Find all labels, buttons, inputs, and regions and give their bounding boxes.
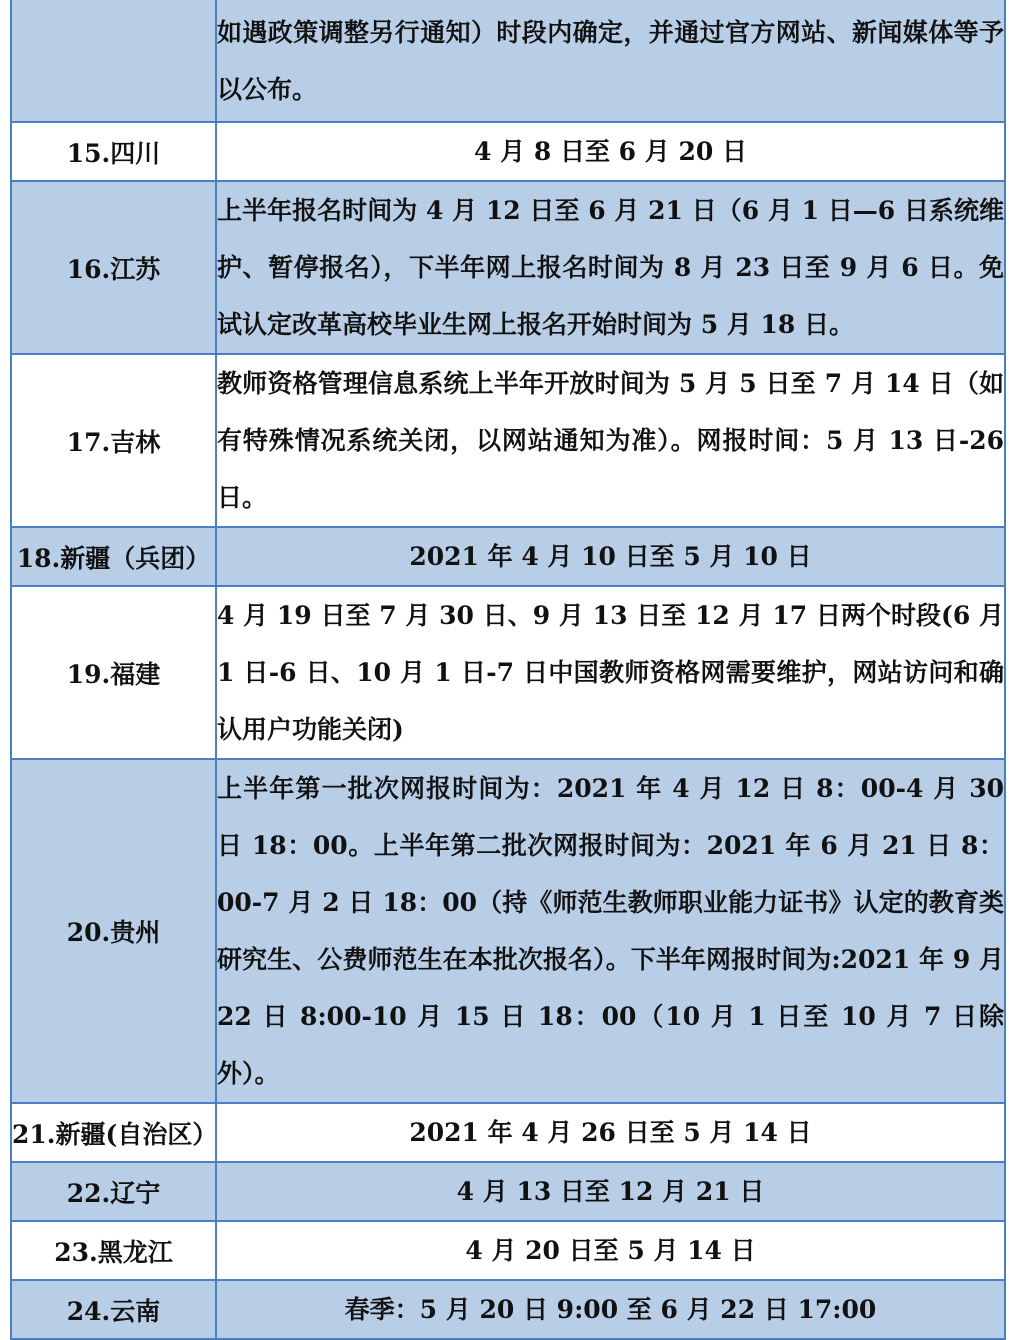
schedule-cell: 2021 年 4 月 26 日至 5 月 14 日: [216, 1103, 1005, 1162]
province-cell: 17.吉林: [11, 354, 216, 527]
province-cell: 22.辽宁: [11, 1162, 216, 1221]
table-row: [11, 1280, 1005, 1339]
table-row: [11, 1162, 1005, 1221]
province-cell: 16.江苏: [11, 181, 216, 354]
province-cell: 21.新疆(自治区）: [11, 1103, 216, 1162]
registration-schedule-table: [10, 0, 1006, 1340]
province-cell: 15.四川: [11, 122, 216, 181]
province-cell: [11, 0, 216, 122]
schedule-cell: 如遇政策调整另行通知）时段内确定，并通过官方网站、新闻媒体等予以公布。: [216, 0, 1005, 122]
table-row: [11, 122, 1005, 181]
schedule-cell: 上半年报名时间为 4 月 12 日至 6 月 21 日（6 月 1 日—6 日系统维护、暂停报名），下半年网上报名时间为 8 月 23 日至 9 月 6 日。免试认定改革高校毕业生网上报名开始时间为 5 月 18 日。: [216, 181, 1005, 354]
province-cell: 24.云南: [11, 1280, 216, 1339]
schedule-cell: 4 月 19 日至 7 月 30 日、9 月 13 日至 12 月 17 日两个时段(6 月 1 日-6 日、10 月 1 日-7 日中国教师资格网需要维护，网站访问和确认用户功能关闭): [216, 586, 1005, 759]
schedule-cell: 上半年第一批次网报时间为：2021 年 4 月 12 日 8：00-4 月 30 日 18：00。上半年第二批次网报时间为：2021 年 6 月 21 日 8：00-7 月 2 日 18：00（持《师范生教师职业能力证书》认定的教育类研究生、公费师范生在本批次报名）。下半年网报时间为:2021 年 9 月 22 日 8:00-10 月 15 日 18：00（10 月 1 日至 10 月 7 日除外）。: [216, 759, 1005, 1103]
table-row: [11, 1221, 1005, 1280]
schedule-cell: 4 月 8 日至 6 月 20 日: [216, 122, 1005, 181]
province-cell: 18.新疆（兵团）: [11, 527, 216, 586]
table-row: [11, 586, 1005, 759]
table-row: [11, 181, 1005, 354]
province-cell: 20.贵州: [11, 759, 216, 1103]
table-row: [11, 1103, 1005, 1162]
province-cell: 19.福建: [11, 586, 216, 759]
table-row: [11, 0, 1005, 122]
schedule-cell: 4 月 20 日至 5 月 14 日: [216, 1221, 1005, 1280]
table-row: [11, 527, 1005, 586]
schedule-cell: 春季：5 月 20 日 9:00 至 6 月 22 日 17:00: [216, 1280, 1005, 1339]
schedule-cell: 4 月 13 日至 12 月 21 日: [216, 1162, 1005, 1221]
table-row: [11, 354, 1005, 527]
schedule-cell: 2021 年 4 月 10 日至 5 月 10 日: [216, 527, 1005, 586]
province-cell: 23.黑龙江: [11, 1221, 216, 1280]
table-row: [11, 759, 1005, 1103]
schedule-cell: 教师资格管理信息系统上半年开放时间为 5 月 5 日至 7 月 14 日（如有特殊情况系统关闭，以网站通知为准）。网报时间：5 月 13 日-26 日。: [216, 354, 1005, 527]
